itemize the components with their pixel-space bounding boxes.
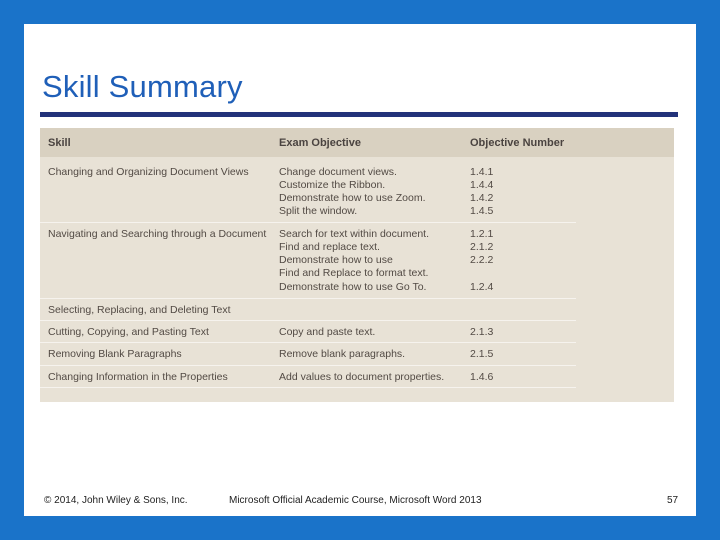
number-cell: 1.4.2 xyxy=(470,192,494,204)
footer-page-number: 57 xyxy=(667,495,679,506)
number-cell: 1.4.1 xyxy=(470,166,494,178)
footer-copyright: © 2014, John Wiley & Sons, Inc. xyxy=(44,495,188,506)
skill-summary-table xyxy=(40,128,674,402)
objective-cell: Customize the Ribbon. xyxy=(279,179,386,191)
skill-cell: Changing and Organizing Document Views xyxy=(48,166,249,178)
row-divider xyxy=(40,342,576,343)
number-cell: 1.2.4 xyxy=(470,281,494,293)
objective-cell: Find and Replace to format text. xyxy=(279,267,429,279)
objective-cell: Remove blank paragraphs. xyxy=(279,348,406,360)
objective-cell: Demonstrate how to use Go To. xyxy=(279,281,427,293)
objective-cell: Change document views. xyxy=(279,166,397,178)
number-cell: 2.1.5 xyxy=(470,348,494,360)
number-cell: 2.1.3 xyxy=(470,326,494,338)
row-divider xyxy=(40,365,576,366)
skill-cell: Navigating and Searching through a Document xyxy=(48,228,267,240)
objective-cell: Demonstrate how to use Zoom. xyxy=(279,192,426,204)
slide xyxy=(24,24,696,516)
objective-cell: Find and replace text. xyxy=(279,241,380,253)
slide-title: Skill Summary xyxy=(42,69,243,104)
objective-cell: Demonstrate how to use xyxy=(279,254,393,266)
footer-course: Microsoft Official Academic Course, Microsoft Word 2013 xyxy=(229,495,482,506)
row-divider xyxy=(40,320,576,321)
number-cell: 2.2.2 xyxy=(470,254,494,266)
number-cell: 1.4.6 xyxy=(470,371,494,383)
header-skill: Skill xyxy=(48,137,71,149)
number-cell: 1.2.1 xyxy=(470,228,494,240)
skill-cell: Changing Information in the Properties xyxy=(48,371,228,383)
number-cell: 1.4.4 xyxy=(470,179,494,191)
objective-cell: Copy and paste text. xyxy=(279,326,376,338)
number-cell: 1.4.5 xyxy=(470,205,494,217)
title-rule xyxy=(40,112,678,117)
header-objective-number: Objective Number xyxy=(470,137,565,149)
row-divider xyxy=(40,298,576,299)
objective-cell: Add values to document properties. xyxy=(279,371,445,383)
skill-cell: Cutting, Copying, and Pasting Text xyxy=(48,326,209,338)
header-exam-objective: Exam Objective xyxy=(279,137,361,149)
table-header xyxy=(40,128,674,157)
objective-cell: Split the window. xyxy=(279,205,358,217)
objective-cell: Search for text within document. xyxy=(279,228,429,240)
skill-cell: Selecting, Replacing, and Deleting Text xyxy=(48,304,231,316)
number-cell: 2.1.2 xyxy=(470,241,494,253)
skill-cell: Removing Blank Paragraphs xyxy=(48,348,182,360)
row-divider xyxy=(40,387,576,388)
row-divider xyxy=(40,222,576,223)
